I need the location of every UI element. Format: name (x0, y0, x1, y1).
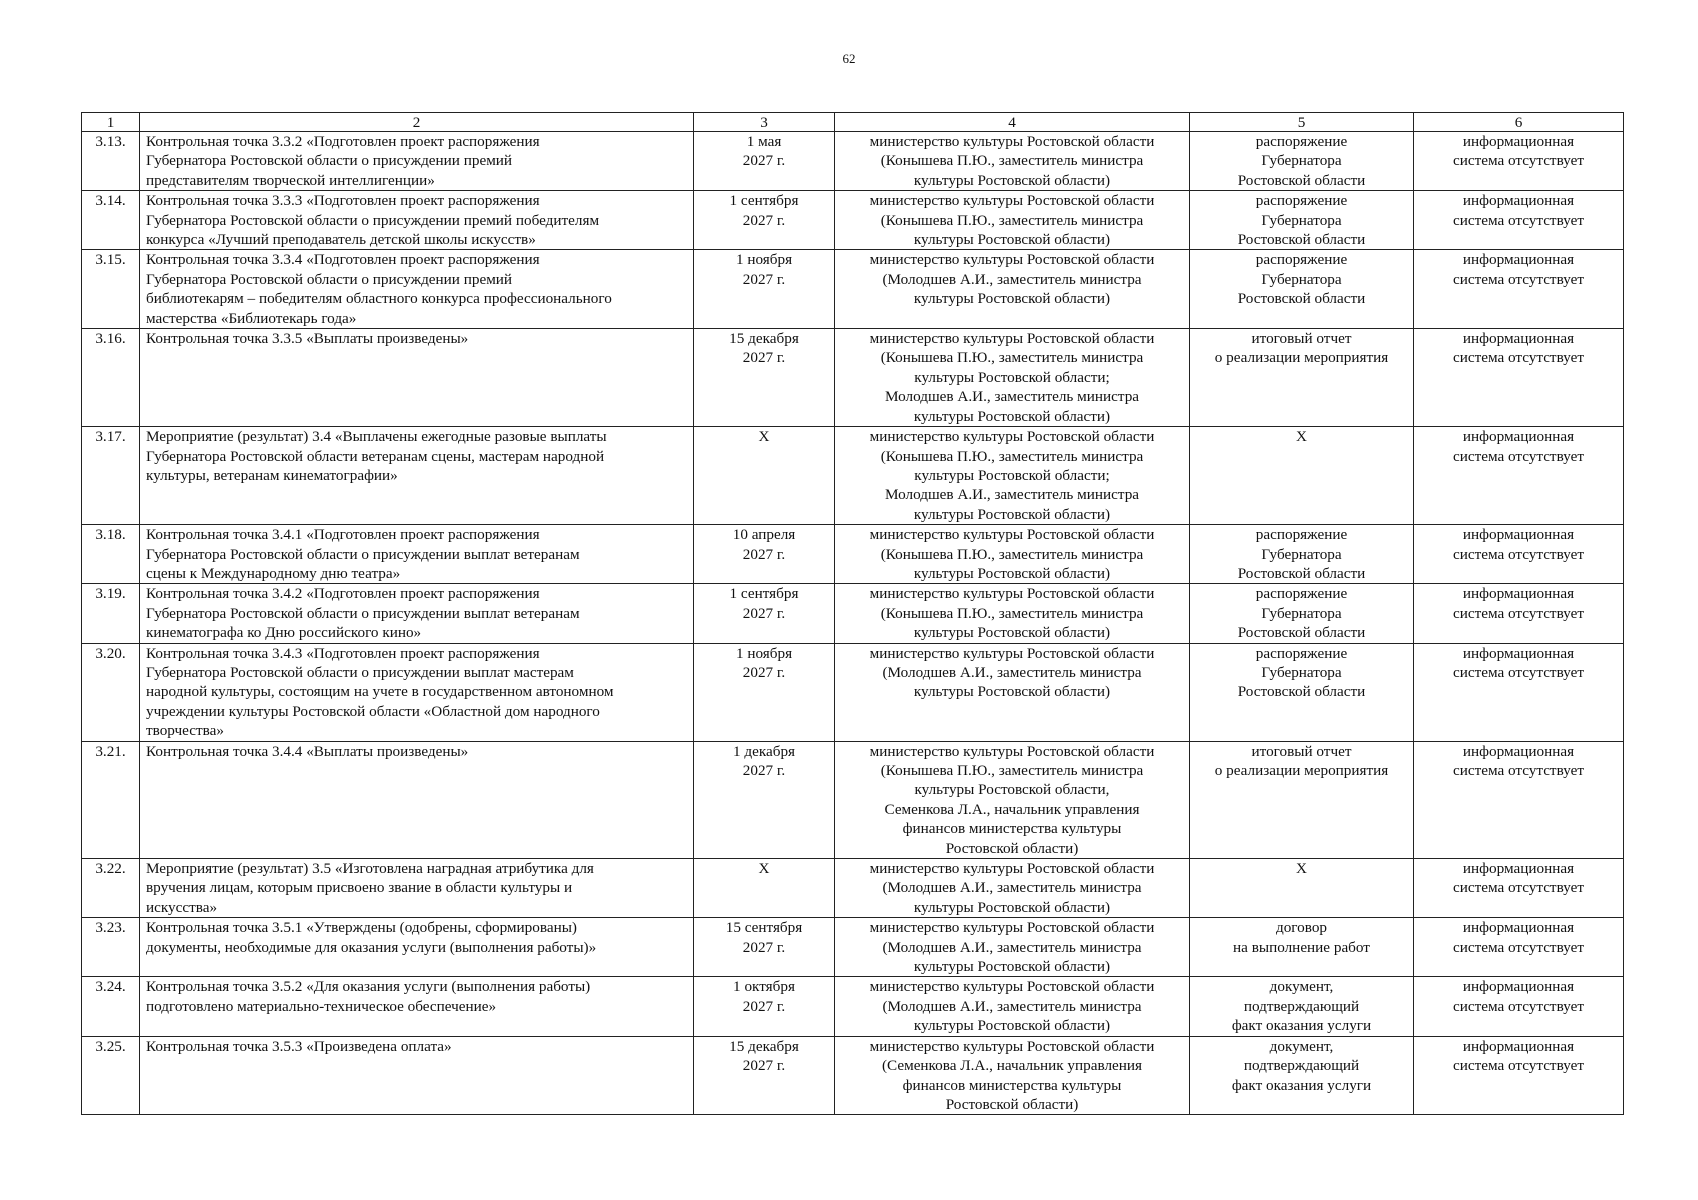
row-responsible: министерство культуры Ростовской области (Конышева П.Ю., заместитель министра культуры Ростовской области; Молодшев А.И., заместитель министра культуры Ростовской области) (869, 428, 1155, 523)
row-responsible: министерство культуры Ростовской области (Молодшев А.И., заместитель министра культуры Ростовской области) (869, 251, 1155, 308)
row-document-cell (1190, 132, 1414, 191)
row-document: итоговый отчет о реализации мероприятия (1214, 330, 1389, 367)
row-info-system-cell (1414, 525, 1624, 584)
row-deadline: 1 мая 2027 г. (742, 133, 786, 170)
row-responsible: министерство культуры Ростовской области (Молодшев А.И., заместитель министра культуры Ростовской области) (869, 978, 1155, 1035)
row-responsible-cell (835, 918, 1190, 977)
row-info-system: информационная система отсутствует (1452, 585, 1584, 622)
row-document: документ, подтверждающий факт оказания услуги (1231, 1037, 1372, 1094)
row-info-system: информационная система отсутствует (1452, 1037, 1584, 1075)
row-number-cell (82, 525, 140, 584)
row-responsible: министерство культуры Ростовской области (Молодшев А.И., заместитель министра культуры Ростовской области) (869, 644, 1155, 701)
row-deadline-cell (694, 741, 835, 858)
row-deadline-cell (694, 329, 835, 427)
row-description: Мероприятие (результат) 3.4 «Выплачены ежегодные разовые выплаты Губернатора Ростовской области ветеранам сцены, мастерам народной культуры, ветеранам кинематографии» (146, 428, 607, 484)
row-number: 3.16. (95, 330, 126, 348)
row-number: 3.20. (95, 644, 126, 662)
row-number: 3.23. (95, 919, 126, 937)
row-number: 3.22. (95, 860, 126, 878)
row-responsible-cell (835, 643, 1190, 741)
row-deadline-cell (694, 643, 835, 741)
row-document: распоряжение Губернатора Ростовской области (1237, 526, 1366, 582)
row-description-cell (140, 132, 694, 191)
row-responsible-cell (835, 191, 1190, 250)
row-document: X (1296, 428, 1307, 446)
header-col-4: 4 (835, 113, 1190, 132)
row-deadline: 1 ноября 2027 г. (735, 251, 793, 288)
row-info-system: информационная система отсутствует (1452, 978, 1584, 1015)
row-responsible: министерство культуры Ростовской области (Семенкова Л.А., начальник управления финансов министерства культуры Ростовской области) (869, 1037, 1155, 1113)
row-deadline: 1 сентября 2027 г. (729, 192, 799, 229)
row-description: Контрольная точка 3.4.1 «Подготовлен проект распоряжения Губернатора Ростовской области о присуждении выплат ветеранам сцены к Международному дню театра» (146, 526, 580, 582)
row-number: 3.17. (95, 428, 126, 446)
row-number-cell (82, 859, 140, 918)
row-responsible-cell (835, 977, 1190, 1036)
row-responsible: министерство культуры Ростовской области (Молодшев А.И., заместитель министра культуры Ростовской области) (869, 860, 1155, 916)
row-description-cell (140, 977, 694, 1036)
row-info-system-cell (1414, 191, 1624, 250)
row-number: 3.24. (95, 978, 126, 996)
table-row (82, 584, 1624, 643)
row-responsible: министерство культуры Ростовской области (Конышева П.Ю., заместитель министра культуры Ростовской области) (869, 133, 1155, 189)
row-number-cell (82, 741, 140, 858)
row-deadline: 1 ноября 2027 г. (735, 644, 793, 681)
row-description-cell (140, 584, 694, 643)
row-info-system-cell (1414, 977, 1624, 1036)
row-number: 3.14. (95, 192, 126, 210)
row-responsible-cell (835, 584, 1190, 643)
row-deadline: 1 декабря 2027 г. (732, 742, 796, 779)
row-deadline: X (758, 860, 770, 878)
row-info-system: информационная система отсутствует (1452, 860, 1584, 897)
row-number: 3.18. (95, 526, 126, 544)
row-responsible-cell (835, 525, 1190, 584)
row-deadline-cell (694, 132, 835, 191)
row-document: X (1296, 860, 1307, 878)
row-deadline: 1 сентября 2027 г. (729, 585, 799, 622)
row-description-cell (140, 643, 694, 741)
row-description: Контрольная точка 3.5.1 «Утверждены (одобрены, сформированы) документы, необходимые для оказания услуги (выполнения работы)» (146, 919, 597, 956)
table-row (82, 859, 1624, 918)
table-row (82, 977, 1624, 1036)
row-document: итоговый отчет о реализации мероприятия (1214, 742, 1389, 779)
row-deadline-cell (694, 977, 835, 1036)
row-responsible: министерство культуры Ростовской области (Конышева П.Ю., заместитель министра культуры Ростовской области; Молодшев А.И., заместитель министра культуры Ростовской области) (869, 330, 1155, 425)
row-document-cell (1190, 329, 1414, 427)
row-document: распоряжение Губернатора Ростовской области (1237, 192, 1366, 249)
table-row (82, 250, 1624, 329)
row-responsible: министерство культуры Ростовской области (Конышева П.Ю., заместитель министра культуры Ростовской области, Семенкова Л.А., начальник управления финансов министерства культуры Ростовской области) (869, 742, 1155, 857)
row-description: Контрольная точка 3.4.4 «Выплаты произведены» (146, 742, 469, 760)
row-info-system: информационная система отсутствует (1452, 251, 1584, 288)
row-description: Контрольная точка 3.4.2 «Подготовлен проект распоряжения Губернатора Ростовской области о присуждении выплат ветеранам кинематографа ко Дню российского кино» (146, 585, 580, 642)
row-info-system: информационная система отсутствует (1452, 330, 1584, 367)
row-info-system: информационная система отсутствует (1452, 742, 1584, 779)
row-number: 3.19. (95, 585, 126, 603)
table-row (82, 132, 1624, 191)
row-info-system-cell (1414, 1036, 1624, 1115)
row-document: распоряжение Губернатора Ростовской области (1237, 133, 1366, 189)
header-col-1: 1 (82, 113, 140, 132)
row-document-cell (1190, 918, 1414, 977)
row-description-cell (140, 918, 694, 977)
table-body (82, 132, 1624, 1115)
row-responsible-cell (835, 329, 1190, 427)
row-description: Контрольная точка 3.4.3 «Подготовлен проект распоряжения Губернатора Ростовской области о присуждении выплат мастерам народной культуры, состоящим на учете в государственном автономном учреждении культуры Ростовской области «Областной дом народного творчества» (146, 644, 614, 740)
row-document-cell (1190, 859, 1414, 918)
row-responsible-cell (835, 250, 1190, 329)
row-description: Контрольная точка 3.3.5 «Выплаты произведены» (146, 330, 469, 348)
row-info-system-cell (1414, 250, 1624, 329)
row-number-cell (82, 918, 140, 977)
header-col-2: 2 (140, 113, 694, 132)
row-deadline-cell (694, 250, 835, 329)
row-document: распоряжение Губернатора Ростовской области (1237, 644, 1366, 701)
row-number-cell (82, 643, 140, 741)
row-number-cell (82, 977, 140, 1036)
row-document-cell (1190, 191, 1414, 250)
row-document-cell (1190, 643, 1414, 741)
table-row (82, 329, 1624, 427)
row-description: Контрольная точка 3.5.3 «Произведена оплата» (146, 1037, 452, 1055)
row-deadline: 15 сентября 2027 г. (725, 919, 803, 956)
table-row (82, 643, 1624, 741)
row-info-system-cell (1414, 918, 1624, 977)
row-responsible: министерство культуры Ростовской области (Конышева П.Ю., заместитель министра культуры Ростовской области) (869, 585, 1155, 642)
row-document: договор на выполнение работ (1233, 919, 1370, 956)
row-info-system-cell (1414, 584, 1624, 643)
row-description: Контрольная точка 3.3.2 «Подготовлен проект распоряжения Губернатора Ростовской области о присуждении премий представителям творческой интеллигенции» (146, 133, 540, 189)
table-row (82, 741, 1624, 858)
table-row (82, 918, 1624, 977)
row-number-cell (82, 1036, 140, 1115)
row-info-system: информационная система отсутствует (1452, 644, 1584, 681)
row-info-system: информационная система отсутствует (1452, 919, 1584, 956)
row-document: распоряжение Губернатора Ростовской области (1237, 251, 1366, 308)
row-responsible-cell (835, 427, 1190, 525)
row-description: Контрольная точка 3.5.2 «Для оказания услуги (выполнения работы) подготовлено материально-техническое обеспечение» (146, 978, 591, 1015)
table-row (82, 1036, 1624, 1115)
row-info-system: информационная система отсутствует (1452, 192, 1584, 229)
row-info-system: информационная система отсутствует (1452, 526, 1584, 563)
row-responsible-cell (835, 1036, 1190, 1115)
header-col-5: 5 (1190, 113, 1414, 132)
table-row (82, 427, 1624, 525)
row-info-system: информационная система отсутствует (1452, 428, 1584, 465)
header-col-3: 3 (694, 113, 835, 132)
row-info-system-cell (1414, 132, 1624, 191)
row-info-system-cell (1414, 643, 1624, 741)
row-info-system-cell (1414, 427, 1624, 525)
row-document-cell (1190, 1036, 1414, 1115)
row-info-system-cell (1414, 859, 1624, 918)
row-description-cell (140, 859, 694, 918)
row-document-cell (1190, 977, 1414, 1036)
row-deadline: 10 апреля 2027 г. (732, 526, 796, 563)
row-document-cell (1190, 250, 1414, 329)
row-deadline-cell (694, 1036, 835, 1115)
row-number: 3.21. (95, 742, 126, 760)
row-deadline: 1 октября 2027 г. (733, 978, 795, 1015)
row-deadline: 15 декабря 2027 г. (729, 1037, 799, 1075)
header-col-6: 6 (1414, 113, 1624, 132)
row-info-system-cell (1414, 741, 1624, 858)
row-description-cell (140, 741, 694, 858)
row-number-cell (82, 191, 140, 250)
row-deadline: 15 декабря 2027 г. (729, 330, 799, 367)
row-document-cell (1190, 584, 1414, 643)
row-responsible-cell (835, 132, 1190, 191)
table-row (82, 191, 1624, 250)
row-deadline-cell (694, 427, 835, 525)
row-description: Контрольная точка 3.3.4 «Подготовлен проект распоряжения Губернатора Ростовской области о присуждении премий библиотекарям – победителям областного конкурса профессионального мастерства «Библиотекарь года» (146, 251, 612, 327)
row-info-system-cell (1414, 329, 1624, 427)
page-number: 62 (842, 51, 856, 66)
row-document-cell (1190, 741, 1414, 858)
row-number-cell (82, 250, 140, 329)
row-description-cell (140, 250, 694, 329)
row-document-cell (1190, 525, 1414, 584)
row-description-cell (140, 525, 694, 584)
row-deadline-cell (694, 584, 835, 643)
row-deadline-cell (694, 918, 835, 977)
row-description: Мероприятие (результат) 3.5 «Изготовлена наградная атрибутика для вручения лицам, которым присвоено звание в области культуры и искусства» (146, 860, 594, 916)
row-responsible: министерство культуры Ростовской области (Конышева П.Ю., заместитель министра культуры Ростовской области) (869, 526, 1155, 582)
plan-table (81, 112, 1624, 1115)
row-responsible-cell (835, 859, 1190, 918)
row-description-cell (140, 427, 694, 525)
row-deadline: X (758, 428, 770, 446)
row-number-cell (82, 584, 140, 643)
row-description-cell (140, 1036, 694, 1115)
row-number-cell (82, 132, 140, 191)
row-info-system: информационная система отсутствует (1452, 133, 1584, 170)
row-description-cell (140, 191, 694, 250)
row-document: распоряжение Губернатора Ростовской области (1237, 585, 1366, 642)
row-number-cell (82, 427, 140, 525)
row-responsible: министерство культуры Ростовской области (Конышева П.Ю., заместитель министра культуры Ростовской области) (869, 192, 1155, 249)
row-document-cell (1190, 427, 1414, 525)
row-number: 3.13. (95, 133, 126, 150)
row-deadline-cell (694, 525, 835, 584)
row-deadline-cell (694, 191, 835, 250)
table-row (82, 525, 1624, 584)
row-number: 3.25. (95, 1037, 126, 1055)
row-number: 3.15. (95, 251, 126, 269)
row-deadline-cell (694, 859, 835, 918)
row-responsible-cell (835, 741, 1190, 858)
row-responsible: министерство культуры Ростовской области (Молодшев А.И., заместитель министра культуры Ростовской области) (869, 919, 1155, 976)
row-description-cell (140, 329, 694, 427)
row-description: Контрольная точка 3.3.3 «Подготовлен проект распоряжения Губернатора Ростовской области о присуждении премий победителям конкурса «Лучший преподаватель детской школы искусств» (146, 192, 600, 249)
row-number-cell (82, 329, 140, 427)
row-document: документ, подтверждающий факт оказания услуги (1231, 978, 1372, 1035)
header-row (82, 113, 1624, 132)
